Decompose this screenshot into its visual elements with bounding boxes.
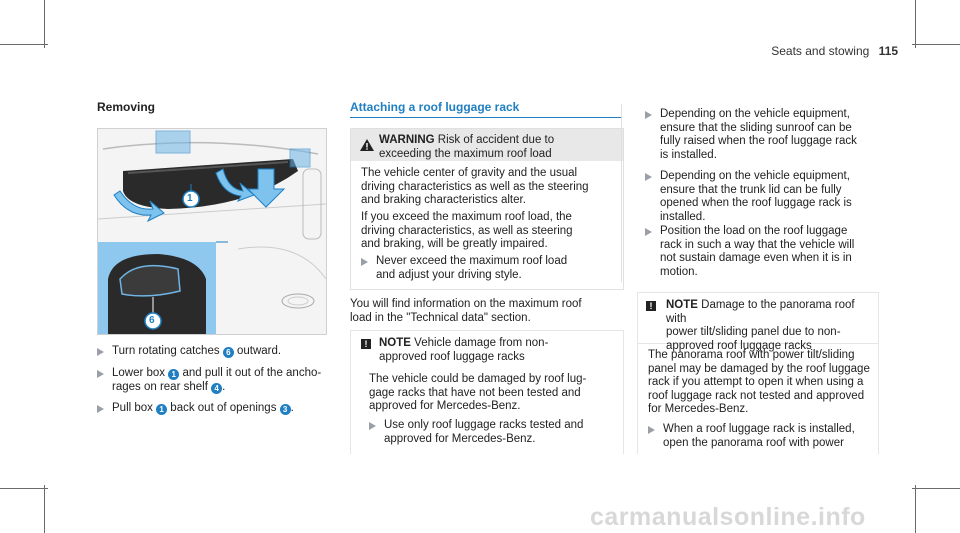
warning-body-2: If you exceed the maximum roof load, the driving characteristics, as well as steering and braking, will be greatly impaired. [361,211,573,250]
step-lower-box: Lower box 1 and pull it out of the ancho- rages on rear shelf 4 . [97,367,325,394]
page-number: 115 [878,44,898,58]
warning-triangle-icon [360,139,374,151]
section-title: Seats and stowing [771,44,870,58]
warning-label: WARNING [379,134,435,146]
callout-badge: 3 [280,404,291,415]
crop-mark [44,0,45,48]
step-pull-box: Pull box 1 back out of openings 3 . [97,402,325,416]
column-divider [621,104,622,282]
figure-removing-box [97,128,327,335]
note-box-racks: ! NOTE Vehicle damage from non- approved roof luggage racks The vehicle could be damaged by roof lug- gage racks that have not been tested and approved for Mercedes-Benz. Use only roof luggage racks tested and approved for Mercedes-Benz. [350,330,624,454]
callout-badge: 1 [156,404,167,415]
heading-removing: Removing [97,100,156,114]
bullet-arrow-icon [645,111,652,119]
step-sunroof: Depending on the vehicle equipment, ensure that the sliding sunroof can be fully raised when the roof luggage rack is installed. [645,108,880,162]
bullet-arrow-icon [97,405,104,413]
warning-step: Never exceed the maximum roof load and adjust your driving style. [361,255,611,282]
heading-rule [350,117,622,118]
crop-mark [44,485,45,533]
warning-header: WARNING Risk of accident due to exceeding the maximum roof load [351,129,623,161]
step-position-load: Position the load on the roof luggage rack in such a way that the vehicle will not sustain damage even when it is in motion. [645,225,880,279]
note-exclamation-icon: ! [646,301,656,311]
note-body: The panorama roof with power tilt/sliding panel may be damaged by the roof luggage rack if you attempt to open it when using a roof luggage rack not tested and approved for Mercedes-Benz. [648,349,870,415]
callout-badge: 1 [168,369,179,380]
step-turn-catches: Turn rotating catches 6 outward. [97,345,325,359]
callout-6: 6 [149,315,155,326]
watermark: carmanualsonline.info [590,503,866,531]
crop-mark [0,44,48,45]
callout-badge: 6 [223,347,234,358]
bullet-arrow-icon [361,258,368,266]
callout-badge: 4 [211,383,222,394]
bullet-arrow-icon [648,426,655,434]
crop-mark [0,488,48,489]
warning-box [350,128,624,290]
warning-body-1: The vehicle center of gravity and the usual driving characteristics as well as the steering and braking characteristics alter. [361,167,589,206]
crop-mark [912,488,960,489]
running-header [771,45,898,59]
bullet-arrow-icon [369,422,376,430]
note-box-panorama: ! NOTE Damage to the panorama roof with power tilt/sliding panel due to non- approved roof luggage racks The panorama roof with power tilt/sliding panel may be damaged by the roof luggage rack if you attempt to open it when using a roof luggage rack not tested and approved for Mercedes-Benz. When a roof luggage rack is installed, open the panorama roof with power [637,292,879,454]
crop-mark [915,0,916,48]
note-step: Use only roof luggage racks tested and approved for Mercedes-Benz. [369,419,619,446]
note-step: When a roof luggage rack is installed, open the panorama roof with power [648,423,873,450]
note-body: The vehicle could be damaged by roof lug- gage racks that have not been tested and approved for Mercedes-Benz. [369,373,587,412]
info-paragraph: You will find information on the maximum roof load in the "Technical data" section. [350,298,582,324]
bullet-arrow-icon [97,370,104,378]
bullet-arrow-icon [97,348,104,356]
note-label: NOTE [379,337,411,349]
step-trunk-lid: Depending on the vehicle equipment, ensure that the trunk lid can be fully opened when the roof luggage rack is installed. [645,170,880,224]
heading-attaching: Attaching a roof luggage rack [350,100,520,114]
crop-mark [912,44,960,45]
crop-mark [915,485,916,533]
illustration [98,129,326,334]
note-exclamation-icon: ! [361,339,371,349]
bullet-arrow-icon [645,228,652,236]
bullet-arrow-icon [645,173,652,181]
note-label: NOTE [666,299,698,311]
callout-1: 1 [187,193,193,204]
